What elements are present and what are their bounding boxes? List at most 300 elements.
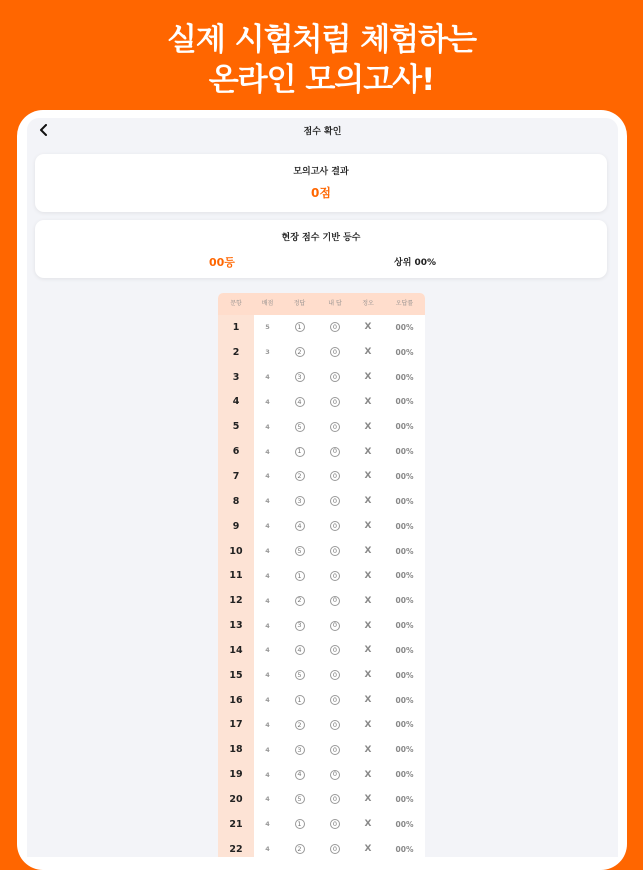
question-number: 4 bbox=[232, 396, 240, 408]
table-row bbox=[218, 613, 425, 638]
points-value: 4 bbox=[265, 373, 270, 382]
answer-cell bbox=[281, 621, 318, 631]
correct-answer: 4 bbox=[295, 521, 305, 531]
correct-answer: 3 bbox=[295, 372, 305, 382]
result-cell bbox=[352, 422, 384, 432]
table-body bbox=[218, 315, 425, 857]
my-answer: 0 bbox=[330, 471, 340, 481]
error-rate-cell bbox=[384, 671, 425, 680]
question-number: 20 bbox=[229, 793, 243, 805]
my-answer-cell bbox=[318, 745, 352, 755]
result-cell bbox=[352, 695, 384, 705]
question-cell bbox=[218, 546, 254, 557]
my-answer: 0 bbox=[330, 745, 340, 755]
my-answer-cell bbox=[318, 621, 352, 631]
table-row bbox=[218, 539, 425, 564]
question-cell bbox=[218, 347, 254, 358]
points-cell bbox=[254, 572, 281, 580]
question-number: 2 bbox=[232, 346, 240, 358]
my-answer: 0 bbox=[330, 645, 340, 655]
answer-cell bbox=[281, 596, 318, 606]
my-answer: 0 bbox=[330, 571, 340, 581]
my-answer: 0 bbox=[330, 372, 340, 382]
correctness-mark: X bbox=[364, 396, 372, 407]
my-answer-cell bbox=[318, 471, 352, 481]
answer-table bbox=[218, 293, 425, 857]
table-row bbox=[218, 787, 425, 812]
my-answer: 0 bbox=[330, 819, 340, 829]
result-cell bbox=[352, 670, 384, 680]
app-screen bbox=[27, 118, 618, 857]
my-answer: 0 bbox=[330, 596, 340, 606]
my-answer: 0 bbox=[330, 720, 340, 730]
correctness-mark: X bbox=[364, 744, 372, 755]
correctness-mark: X bbox=[364, 844, 372, 855]
question-cell bbox=[218, 719, 254, 730]
error-rate: 00% bbox=[395, 471, 414, 481]
question-cell bbox=[218, 396, 254, 407]
answer-cell bbox=[281, 521, 318, 531]
table-row bbox=[218, 439, 425, 464]
error-rate: 00% bbox=[395, 819, 414, 829]
result-cell bbox=[352, 596, 384, 606]
table-row bbox=[218, 514, 425, 539]
points-cell bbox=[254, 423, 281, 431]
points-cell bbox=[254, 472, 281, 480]
points-cell bbox=[254, 845, 281, 853]
correct-answer: 5 bbox=[295, 670, 305, 680]
question-cell bbox=[218, 620, 254, 631]
question-cell bbox=[218, 446, 254, 457]
points-value: 4 bbox=[265, 397, 270, 406]
question-number: 19 bbox=[229, 769, 243, 781]
points-cell bbox=[254, 671, 281, 679]
answer-cell bbox=[281, 645, 318, 655]
promo-line-2: 온라인 모의고사! bbox=[208, 62, 435, 98]
question-number: 13 bbox=[229, 620, 243, 632]
error-rate-cell bbox=[384, 770, 425, 779]
my-answer-cell bbox=[318, 372, 352, 382]
correctness-mark: X bbox=[364, 372, 372, 383]
error-rate: 00% bbox=[395, 496, 414, 506]
error-rate-cell bbox=[384, 497, 425, 506]
my-answer-cell bbox=[318, 770, 352, 780]
table-row bbox=[218, 340, 425, 365]
result-cell bbox=[352, 794, 384, 804]
points-value: 4 bbox=[265, 571, 270, 580]
result-cell bbox=[352, 645, 384, 655]
points-value: 4 bbox=[265, 621, 270, 630]
answer-cell bbox=[281, 471, 318, 481]
question-cell bbox=[218, 570, 254, 581]
question-number: 6 bbox=[232, 446, 240, 458]
error-rate: 00% bbox=[395, 596, 414, 606]
table-row bbox=[218, 414, 425, 439]
my-answer-cell bbox=[318, 322, 352, 332]
correctness-mark: X bbox=[364, 570, 372, 581]
points-cell bbox=[254, 771, 281, 779]
correct-answer: 5 bbox=[295, 794, 305, 804]
points-cell bbox=[254, 622, 281, 630]
result-cell bbox=[352, 720, 384, 730]
error-rate-cell bbox=[384, 323, 425, 332]
error-rate-cell bbox=[384, 745, 425, 754]
my-answer: 0 bbox=[330, 347, 340, 357]
error-rate-cell bbox=[384, 646, 425, 655]
correctness-mark: X bbox=[364, 819, 372, 830]
points-cell bbox=[254, 398, 281, 406]
my-answer: 0 bbox=[330, 447, 340, 457]
error-rate-cell bbox=[384, 373, 425, 382]
correct-answer: 1 bbox=[295, 447, 305, 457]
answer-cell bbox=[281, 447, 318, 457]
error-rate: 00% bbox=[395, 347, 414, 357]
answer-cell bbox=[281, 496, 318, 506]
error-rate-cell bbox=[384, 820, 425, 829]
answer-cell bbox=[281, 422, 318, 432]
my-answer-cell bbox=[318, 645, 352, 655]
error-rate: 00% bbox=[395, 645, 414, 655]
ranking-label: 현장 점수 기반 등수 bbox=[281, 233, 361, 243]
column-header: 오답률 bbox=[395, 300, 414, 307]
table-row bbox=[218, 315, 425, 340]
answer-cell bbox=[281, 770, 318, 780]
points-cell bbox=[254, 547, 281, 555]
question-number: 5 bbox=[232, 421, 240, 433]
my-answer: 0 bbox=[330, 844, 340, 854]
result-cell bbox=[352, 770, 384, 780]
question-number: 16 bbox=[229, 694, 243, 706]
error-rate: 00% bbox=[395, 571, 414, 581]
table-row bbox=[218, 663, 425, 688]
correct-answer: 3 bbox=[295, 496, 305, 506]
question-number: 3 bbox=[232, 371, 240, 383]
answer-cell bbox=[281, 670, 318, 680]
points-value: 4 bbox=[265, 820, 270, 829]
points-cell bbox=[254, 497, 281, 505]
my-answer-cell bbox=[318, 546, 352, 556]
my-answer-cell bbox=[318, 422, 352, 432]
error-rate-cell bbox=[384, 720, 425, 729]
correct-answer: 4 bbox=[295, 397, 305, 407]
question-cell bbox=[218, 496, 254, 507]
table-row bbox=[218, 762, 425, 787]
answer-cell bbox=[281, 571, 318, 581]
error-rate-cell bbox=[384, 845, 425, 854]
question-cell bbox=[218, 769, 254, 780]
my-answer-cell bbox=[318, 447, 352, 457]
points-value: 4 bbox=[265, 696, 270, 705]
my-answer: 0 bbox=[330, 546, 340, 556]
question-cell bbox=[218, 844, 254, 855]
points-value: 4 bbox=[265, 547, 270, 556]
correct-answer: 3 bbox=[295, 621, 305, 631]
answer-cell bbox=[281, 347, 318, 357]
my-answer: 0 bbox=[330, 322, 340, 332]
points-cell bbox=[254, 696, 281, 704]
correctness-mark: X bbox=[364, 595, 372, 606]
error-rate: 00% bbox=[395, 397, 414, 407]
correctness-mark: X bbox=[364, 670, 372, 681]
question-number: 22 bbox=[229, 843, 243, 855]
column-header: 문항 bbox=[230, 300, 242, 307]
points-value: 4 bbox=[265, 770, 270, 779]
result-cell bbox=[352, 322, 384, 332]
my-answer: 0 bbox=[330, 670, 340, 680]
error-rate: 00% bbox=[395, 422, 414, 432]
result-card bbox=[35, 154, 607, 212]
my-answer-cell bbox=[318, 596, 352, 606]
correctness-mark: X bbox=[364, 322, 372, 333]
points-value: 4 bbox=[265, 671, 270, 680]
error-rate-cell bbox=[384, 571, 425, 580]
error-rate: 00% bbox=[395, 844, 414, 854]
answer-cell bbox=[281, 546, 318, 556]
column-header: 정오 bbox=[362, 300, 374, 307]
error-rate: 00% bbox=[395, 695, 414, 705]
points-cell bbox=[254, 348, 281, 356]
correct-answer: 5 bbox=[295, 422, 305, 432]
correctness-mark: X bbox=[364, 719, 372, 730]
question-number: 12 bbox=[229, 595, 243, 607]
question-number: 21 bbox=[229, 818, 243, 830]
answer-cell bbox=[281, 695, 318, 705]
correct-answer: 1 bbox=[295, 819, 305, 829]
error-rate-cell bbox=[384, 795, 425, 804]
error-rate: 00% bbox=[395, 670, 414, 680]
answer-cell bbox=[281, 794, 318, 804]
table-row bbox=[218, 365, 425, 390]
nav-bar bbox=[27, 118, 618, 144]
error-rate: 00% bbox=[395, 621, 414, 631]
points-value: 4 bbox=[265, 447, 270, 456]
correctness-mark: X bbox=[364, 521, 372, 532]
question-cell bbox=[218, 744, 254, 755]
points-value: 4 bbox=[265, 497, 270, 506]
points-value: 5 bbox=[265, 323, 270, 332]
points-value: 4 bbox=[265, 596, 270, 605]
points-value: 3 bbox=[265, 348, 270, 357]
question-cell bbox=[218, 794, 254, 805]
question-cell bbox=[218, 645, 254, 656]
correct-answer: 2 bbox=[295, 720, 305, 730]
table-row bbox=[218, 588, 425, 613]
points-value: 4 bbox=[265, 745, 270, 754]
answer-cell bbox=[281, 720, 318, 730]
error-rate: 00% bbox=[395, 720, 414, 730]
result-cell bbox=[352, 571, 384, 581]
points-cell bbox=[254, 746, 281, 754]
my-answer-cell bbox=[318, 571, 352, 581]
result-cell bbox=[352, 447, 384, 457]
my-answer: 0 bbox=[330, 422, 340, 432]
my-answer-cell bbox=[318, 695, 352, 705]
answer-cell bbox=[281, 819, 318, 829]
answer-cell bbox=[281, 397, 318, 407]
table-row bbox=[218, 489, 425, 514]
table-row bbox=[218, 688, 425, 713]
correctness-mark: X bbox=[364, 347, 372, 358]
question-number: 9 bbox=[232, 520, 240, 532]
error-rate-cell bbox=[384, 348, 425, 357]
my-answer-cell bbox=[318, 521, 352, 531]
my-answer-cell bbox=[318, 397, 352, 407]
table-row bbox=[218, 563, 425, 588]
my-answer-cell bbox=[318, 720, 352, 730]
answer-cell bbox=[281, 745, 318, 755]
question-cell bbox=[218, 372, 254, 383]
error-rate-cell bbox=[384, 397, 425, 406]
result-cell bbox=[352, 496, 384, 506]
column-header: 배점 bbox=[261, 300, 274, 307]
my-answer: 0 bbox=[330, 521, 340, 531]
result-cell bbox=[352, 621, 384, 631]
result-cell bbox=[352, 347, 384, 357]
correct-answer: 2 bbox=[295, 347, 305, 357]
points-cell bbox=[254, 373, 281, 381]
result-cell bbox=[352, 397, 384, 407]
question-number: 11 bbox=[229, 570, 243, 582]
error-rate-cell bbox=[384, 447, 425, 456]
correctness-mark: X bbox=[364, 645, 372, 656]
question-cell bbox=[218, 471, 254, 482]
points-cell bbox=[254, 721, 281, 729]
ranking-card bbox=[35, 220, 607, 278]
points-cell bbox=[254, 448, 281, 456]
column-header: 내 답 bbox=[328, 300, 342, 307]
my-answer: 0 bbox=[330, 621, 340, 631]
my-answer: 0 bbox=[330, 794, 340, 804]
my-answer-cell bbox=[318, 819, 352, 829]
error-rate-cell bbox=[384, 547, 425, 556]
correctness-mark: X bbox=[364, 446, 372, 457]
result-cell bbox=[352, 546, 384, 556]
table-row bbox=[218, 837, 425, 857]
correctness-mark: X bbox=[364, 496, 372, 507]
my-answer-cell bbox=[318, 844, 352, 854]
correctness-mark: X bbox=[364, 695, 372, 706]
percentile-value: 상위 00% bbox=[394, 258, 437, 268]
points-value: 4 bbox=[265, 472, 270, 481]
correct-answer: 4 bbox=[295, 770, 305, 780]
points-cell bbox=[254, 323, 281, 331]
correctness-mark: X bbox=[364, 794, 372, 805]
answer-cell bbox=[281, 372, 318, 382]
question-cell bbox=[218, 819, 254, 830]
table-row bbox=[218, 638, 425, 663]
result-cell bbox=[352, 521, 384, 531]
table-row bbox=[218, 390, 425, 415]
question-number: 15 bbox=[229, 669, 243, 681]
correctness-mark: X bbox=[364, 546, 372, 557]
result-cell bbox=[352, 372, 384, 382]
my-answer-cell bbox=[318, 670, 352, 680]
points-cell bbox=[254, 597, 281, 605]
result-cell bbox=[352, 819, 384, 829]
error-rate-cell bbox=[384, 472, 425, 481]
points-value: 4 bbox=[265, 720, 270, 729]
error-rate: 00% bbox=[395, 372, 414, 382]
my-answer: 0 bbox=[330, 496, 340, 506]
correct-answer: 2 bbox=[295, 596, 305, 606]
error-rate-cell bbox=[384, 696, 425, 705]
my-answer: 0 bbox=[330, 397, 340, 407]
page-title: 점수 확인 bbox=[303, 127, 342, 137]
my-answer: 0 bbox=[330, 770, 340, 780]
correctness-mark: X bbox=[364, 620, 372, 631]
question-cell bbox=[218, 670, 254, 681]
error-rate: 00% bbox=[395, 794, 414, 804]
correctness-mark: X bbox=[364, 769, 372, 780]
error-rate: 00% bbox=[395, 447, 414, 457]
error-rate: 00% bbox=[395, 521, 414, 531]
question-number: 17 bbox=[229, 719, 243, 731]
correct-answer: 1 bbox=[295, 322, 305, 332]
question-number: 18 bbox=[229, 744, 243, 756]
table-row bbox=[218, 812, 425, 837]
question-number: 1 bbox=[232, 321, 240, 333]
my-answer-cell bbox=[318, 496, 352, 506]
answer-cell bbox=[281, 844, 318, 854]
table-header bbox=[218, 293, 425, 315]
error-rate-cell bbox=[384, 621, 425, 630]
points-value: 4 bbox=[265, 422, 270, 431]
correct-answer: 3 bbox=[295, 745, 305, 755]
points-value: 4 bbox=[265, 845, 270, 854]
rank-value: 00등 bbox=[209, 256, 235, 269]
result-cell bbox=[352, 844, 384, 854]
result-label: 모의고사 결과 bbox=[293, 167, 349, 177]
error-rate: 00% bbox=[395, 546, 414, 556]
correct-answer: 1 bbox=[295, 571, 305, 581]
question-number: 14 bbox=[229, 644, 243, 656]
correct-answer: 1 bbox=[295, 695, 305, 705]
correctness-mark: X bbox=[364, 471, 372, 482]
question-cell bbox=[218, 595, 254, 606]
points-cell bbox=[254, 795, 281, 803]
score-value: 0점 bbox=[311, 186, 331, 200]
table-row bbox=[218, 713, 425, 738]
points-cell bbox=[254, 522, 281, 530]
points-value: 4 bbox=[265, 646, 270, 655]
my-answer: 0 bbox=[330, 695, 340, 705]
question-cell bbox=[218, 695, 254, 706]
points-cell bbox=[254, 820, 281, 828]
question-cell bbox=[218, 421, 254, 432]
answer-cell bbox=[281, 322, 318, 332]
correct-answer: 2 bbox=[295, 471, 305, 481]
correct-answer: 4 bbox=[295, 645, 305, 655]
promo-line-1: 실제 시험처럼 체험하는 bbox=[166, 22, 477, 58]
points-value: 4 bbox=[265, 795, 270, 804]
correct-answer: 5 bbox=[295, 546, 305, 556]
question-number: 7 bbox=[232, 470, 240, 482]
question-cell bbox=[218, 521, 254, 532]
table-row bbox=[218, 464, 425, 489]
points-cell bbox=[254, 646, 281, 654]
table-row bbox=[218, 737, 425, 762]
correct-answer: 2 bbox=[295, 844, 305, 854]
error-rate: 00% bbox=[395, 770, 414, 780]
error-rate-cell bbox=[384, 596, 425, 605]
correctness-mark: X bbox=[364, 421, 372, 432]
my-answer-cell bbox=[318, 794, 352, 804]
error-rate: 00% bbox=[395, 322, 414, 332]
error-rate-cell bbox=[384, 422, 425, 431]
error-rate: 00% bbox=[395, 745, 414, 755]
column-header: 정답 bbox=[293, 300, 306, 307]
my-answer-cell bbox=[318, 347, 352, 357]
